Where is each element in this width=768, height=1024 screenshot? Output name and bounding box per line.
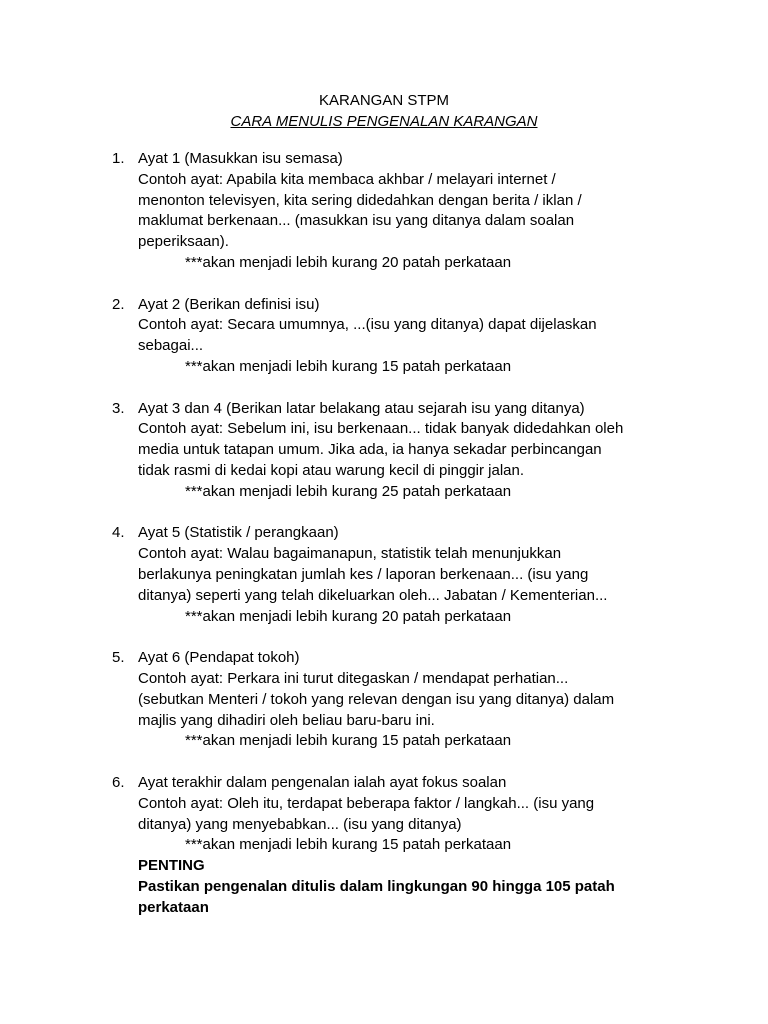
example-line: ditanya) seperti yang telah dikeluarkan oleh... Jabatan / Kementerian... bbox=[138, 586, 608, 604]
item-number: 1. bbox=[112, 150, 125, 167]
example-line: Contoh ayat: Apabila kita membaca akhbar / melayari internet / bbox=[138, 170, 556, 188]
word-count-note: ***akan menjadi lebih kurang 15 patah perkataan bbox=[185, 357, 512, 375]
list-item bbox=[112, 773, 692, 919]
item-number: 2. bbox=[112, 295, 125, 313]
item-number: 6. bbox=[112, 773, 125, 791]
example-line: Contoh ayat: Sebelum ini, isu berkenaan... tidak banyak didedahkan oleh bbox=[138, 420, 624, 438]
steps-list bbox=[112, 149, 692, 918]
example-line: media untuk tatapan umum. Jika ada, ia hanya sekadar perbincangan bbox=[138, 441, 602, 459]
item-number: 5. bbox=[112, 649, 125, 667]
important-text: perkataan bbox=[138, 898, 209, 916]
example-line: Contoh ayat: Walau bagaimanapun, statistik telah menunjukkan bbox=[138, 545, 562, 563]
list-item bbox=[112, 648, 692, 752]
list-item bbox=[112, 295, 692, 378]
word-count-note: ***akan menjadi lebih kurang 15 patah perkataan bbox=[185, 836, 512, 854]
item-heading: Ayat 5 (Statistik / perangkaan) bbox=[138, 524, 339, 542]
list-item bbox=[112, 523, 692, 627]
example-line: sebagai... bbox=[138, 337, 204, 355]
item-number: 3. bbox=[112, 399, 125, 417]
word-count-note: ***akan menjadi lebih kurang 20 patah perkataan bbox=[185, 253, 512, 271]
word-count-note: ***akan menjadi lebih kurang 25 patah perkataan bbox=[185, 482, 512, 500]
item-number: 4. bbox=[112, 524, 125, 542]
document-title: KARANGAN STPM bbox=[318, 92, 450, 109]
example-line: Contoh ayat: Perkara ini turut ditegaskan / mendapat perhatian... bbox=[138, 669, 569, 687]
example-line: (sebutkan Menteri / tokoh yang relevan dengan isu yang ditanya) dalam bbox=[138, 690, 615, 708]
list-item bbox=[112, 149, 692, 274]
important-label: PENTING bbox=[138, 857, 205, 875]
example-line: berlakunya peningkatan jumlah kes / laporan berkenaan... (isu yang bbox=[138, 565, 589, 583]
example-line: peperiksaan). bbox=[138, 233, 229, 251]
word-count-note: ***akan menjadi lebih kurang 15 patah perkataan bbox=[185, 732, 512, 750]
item-heading: Ayat terakhir dalam pengenalan ialah ayat fokus soalan bbox=[138, 773, 507, 791]
example-line: majlis yang dihadiri oleh beliau baru-baru ini. bbox=[138, 711, 435, 729]
important-text: Pastikan pengenalan ditulis dalam lingkungan 90 hingga 105 patah bbox=[138, 877, 615, 895]
example-line: maklumat berkenaan... (masukkan isu yang ditanya dalam soalan bbox=[138, 212, 575, 230]
example-line: ditanya) yang menyebabkan... (isu yang ditanya) bbox=[138, 815, 462, 833]
example-line: Contoh ayat: Secara umumnya, ...(isu yang ditanya) dapat dijelaskan bbox=[138, 316, 597, 334]
item-heading: Ayat 2 (Berikan definisi isu) bbox=[138, 295, 320, 313]
example-line: menonton televisyen, kita sering didedahkan dengan berita / iklan / bbox=[138, 191, 582, 209]
example-line: Contoh ayat: Oleh itu, terdapat beberapa faktor / langkah... (isu yang bbox=[138, 794, 595, 812]
item-heading: Ayat 6 (Pendapat tokoh) bbox=[138, 649, 300, 667]
item-heading: Ayat 3 dan 4 (Berikan latar belakang atau sejarah isu yang ditanya) bbox=[138, 399, 585, 417]
example-line: tidak rasmi di kedai kopi atau warung kecil di pinggir jalan. bbox=[138, 461, 525, 479]
item-heading: Ayat 1 (Masukkan isu semasa) bbox=[138, 150, 343, 167]
document-subtitle: CARA MENULIS PENGENALAN KARANGAN bbox=[230, 113, 538, 130]
word-count-note: ***akan menjadi lebih kurang 20 patah perkataan bbox=[185, 607, 512, 625]
list-item bbox=[112, 399, 692, 503]
